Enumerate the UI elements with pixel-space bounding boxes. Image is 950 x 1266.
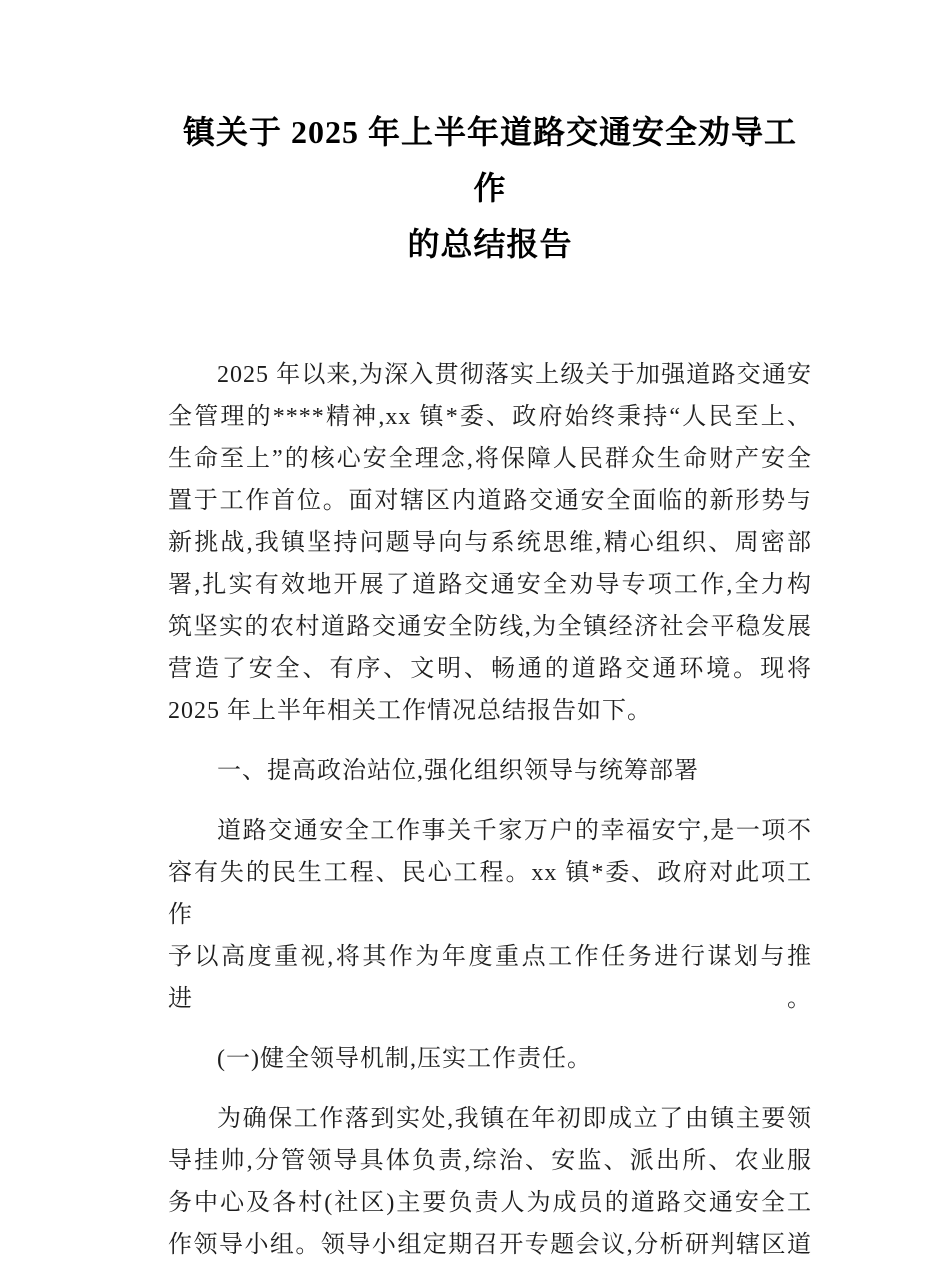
- text-line: 新挑战,我镇坚持问题导向与系统思维,精心组织、周密部: [168, 530, 812, 556]
- text-line: 2025 年上半年相关工作情况总结报告如下。: [168, 698, 652, 724]
- document-title: [168, 104, 812, 272]
- text-line: 导挂帅,分管领导具体负责,综治、安监、派出所、农业服: [168, 1148, 812, 1174]
- text-line: 作领导小组。领导小组定期召开专题会议,分析研判辖区道: [168, 1232, 812, 1258]
- text-line: 筑坚实的农村道路交通安全防线,为全镇经济社会平稳发展: [168, 614, 812, 640]
- text-line: 全管理的****精神,xx 镇*委、政府始终秉持“人民至上、: [168, 404, 812, 430]
- text-line: 2025 年以来,为深入贯彻落实上级关于加强道路交通安: [217, 362, 812, 388]
- heading-line: (一)健全领导机制,压实工作责任。: [217, 1046, 592, 1072]
- section-heading-1: [168, 750, 812, 792]
- paragraph-2: [168, 810, 812, 1020]
- text-line: 容有失的民生工程、民心工程。xx 镇*委、政府对此项工作: [168, 860, 812, 928]
- title-line-2: 的总结报告: [407, 226, 573, 262]
- text-line: 置于工作首位。面对辖区内道路交通安全面临的新形势与: [168, 488, 812, 514]
- text-line: 为确保工作落到实处,我镇在年初即成立了由镇主要领: [217, 1106, 812, 1132]
- text-line: 道路交通安全工作事关千家万户的幸福安宁,是一项不: [217, 818, 812, 844]
- title-line-1: 镇关于 2025 年上半年道路交通安全劝导工作: [182, 114, 797, 206]
- heading-line: 一、提高政治站位,强化组织领导与统筹部署: [217, 758, 699, 784]
- sub-heading-1: [168, 1038, 812, 1080]
- paragraph-3: [168, 1098, 812, 1266]
- paragraph-1: [168, 354, 812, 732]
- text-line: 生命至上”的核心安全理念,将保障人民群众生命财产安全: [168, 446, 812, 472]
- text-line: 予以高度重视,将其作为年度重点工作任务进行谋划与推进。: [168, 944, 812, 1012]
- text-line: 务中心及各村(社区)主要负责人为成员的道路交通安全工: [168, 1190, 812, 1216]
- text-line: 署,扎实有效地开展了道路交通安全劝导专项工作,全力构: [168, 572, 812, 598]
- text-line: 营造了安全、有序、文明、畅通的道路交通环境。现将: [168, 656, 812, 682]
